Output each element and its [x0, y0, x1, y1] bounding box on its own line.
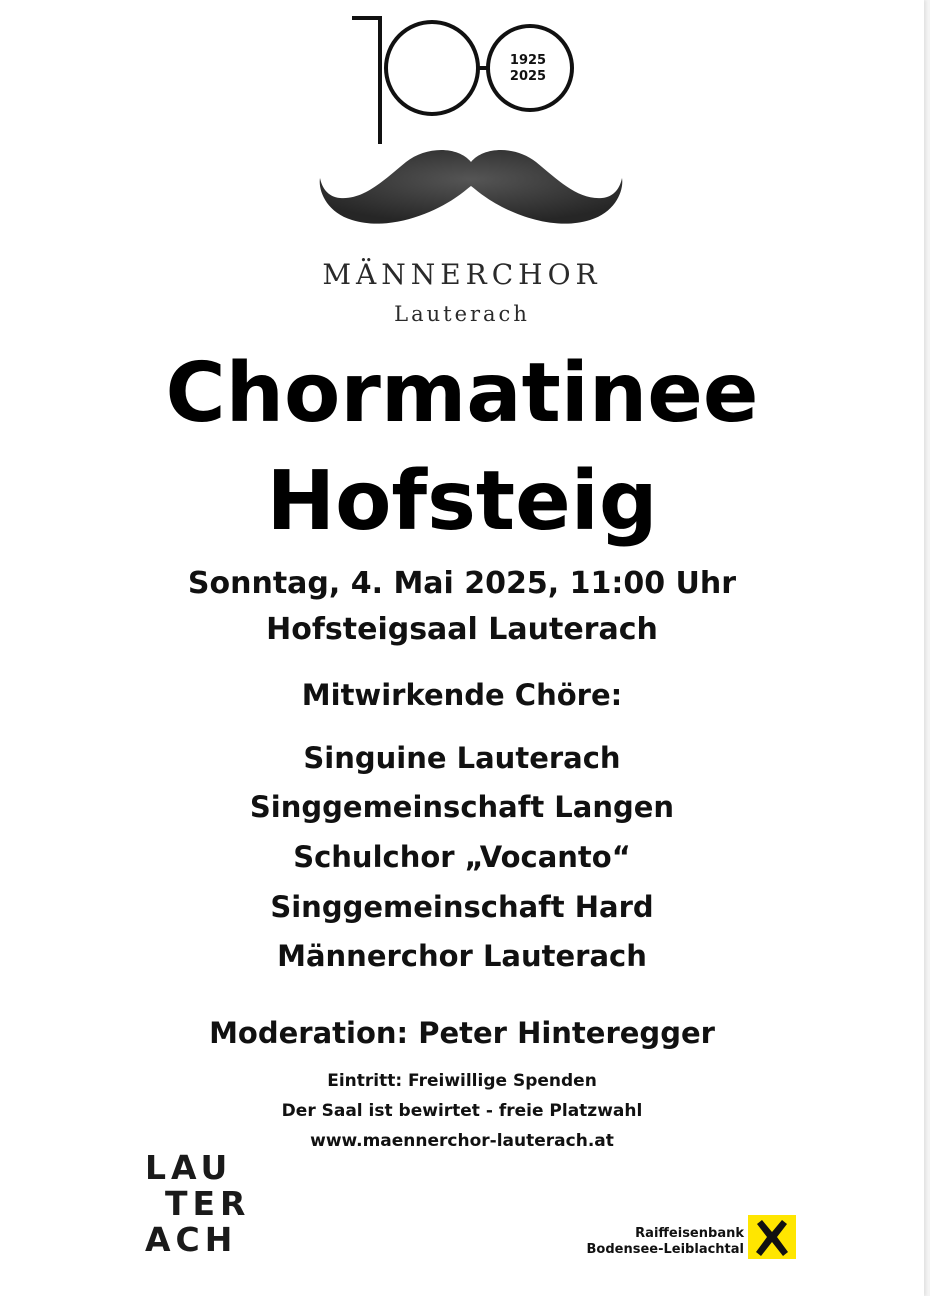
entry-info: Eintritt: Freiwillige Spenden	[327, 1071, 597, 1091]
mustache-icon	[318, 140, 624, 240]
bank-name-line1: Raiffeisenbank	[635, 1226, 744, 1241]
bank-name	[560, 1226, 744, 1258]
event-title-line2: Hofsteig	[266, 454, 658, 549]
jubilee-100-logo	[340, 10, 580, 150]
event-date-time: Sonntag, 4. Mai 2025, 11:00 Uhr	[187, 566, 737, 601]
event-venue: Hofsteigsaal Lauterach	[266, 612, 658, 647]
choir-list-item: Schulchor „Vocanto“	[293, 840, 631, 874]
moderation: Moderation: Peter Hinteregger	[209, 1016, 715, 1050]
choir-name: MÄNNERCHOR	[322, 258, 602, 291]
participants-heading: Mitwirkende Chöre:	[301, 678, 623, 712]
raiffeisen-logo-icon	[748, 1215, 796, 1259]
lauterach-town-logo	[145, 1150, 250, 1258]
website-link[interactable]: www.maennerchor-lauterach.at	[310, 1131, 614, 1151]
choir-list-item: Singgemeinschaft Hard	[270, 890, 654, 924]
choir-list-item: Männerchor Lauterach	[277, 939, 647, 973]
catering-info: Der Saal ist bewirtet - freie Platzwahl	[281, 1101, 643, 1121]
jubilee-year-end: 2025	[509, 69, 547, 84]
event-title-line1: Chormatinee	[165, 346, 759, 441]
choir-list-item: Singuine Lauterach	[303, 741, 621, 775]
jubilee-year-start: 1925	[509, 53, 547, 68]
town-logo-line: ACH	[145, 1220, 238, 1259]
bank-name-line2: Bodensee-Leiblachtal	[586, 1242, 744, 1257]
choir-town: Lauterach	[394, 302, 530, 326]
town-logo-line: LAU	[145, 1148, 233, 1187]
choir-list-item: Singgemeinschaft Langen	[249, 790, 675, 824]
town-logo-line: TER	[165, 1184, 251, 1223]
